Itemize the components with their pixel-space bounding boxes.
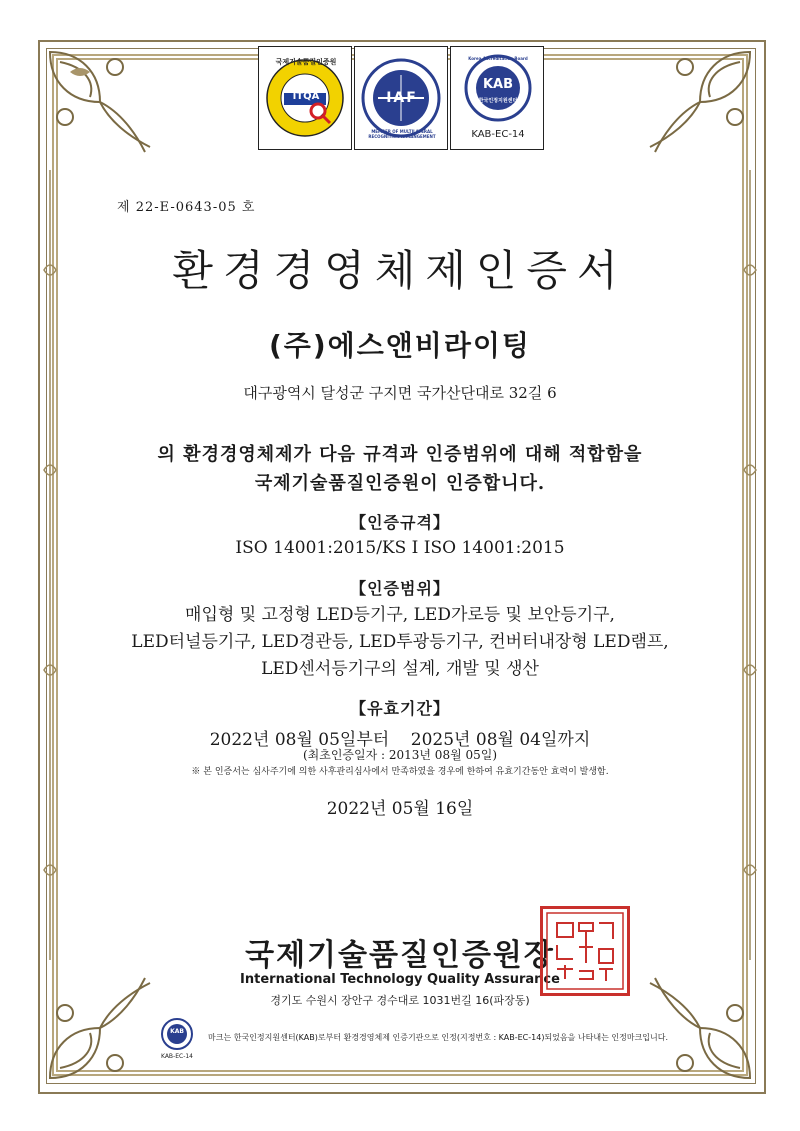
kab-logo-sub: 한국인정지원센터	[478, 98, 518, 104]
iaf-logo-ring-text: MEMBER OF MULTILATERAL RECOGNITION ARRANGEMENT	[368, 129, 436, 139]
statement-line-1: 의 환경경영체제가 다음 규격과 인증범위에 대해 적합함을	[157, 444, 643, 465]
issuer-name-english: International Technology Quality Assurance	[240, 972, 560, 987]
validity-note: ※ 본 인증서는 심사주기에 의한 사후관리심사에서 만족하였을 경우에 한하여 유효기간동안 효력이 발생함.	[191, 767, 609, 777]
accreditation-logos	[258, 46, 548, 150]
kab-footer-logo-label: KAB	[170, 1028, 184, 1035]
issuer-name-korean: 국제기술품질인증원장	[245, 938, 555, 973]
company-address: 대구광역시 달성군 구지면 국가산단대로 32길 6	[243, 384, 557, 402]
certificate-title: 환경경영체제인증서	[172, 246, 628, 295]
iaf-logo	[354, 46, 448, 150]
accreditation-footnote: 마크는 한국인정지원센터(KAB)로부터 환경경영체제 인증기관으로 인정(지정번호 : KAB-EC-14)되었음을 나타내는 인정마크입니다.	[208, 1033, 669, 1042]
certificate-number: 제 22-E-0643-05 호	[117, 200, 256, 215]
issue-date: 2022년 05월 16일	[326, 799, 474, 819]
standard-heading: 【인증규격】	[350, 513, 450, 532]
itqa-logo	[258, 46, 352, 150]
scope-line-2: LED터널등기구, LED경관등, LED투광등기구, 컨버터내장형 LED램프,	[131, 632, 669, 652]
corner-ornament-top-left	[40, 42, 160, 162]
itqa-logo-ring-text: 국제기술품질인증원	[275, 58, 337, 66]
initial-certification-date: (최초인증일자 : 2013년 08월 05일)	[302, 748, 498, 762]
kab-footer-logo-code: KAB-EC-14	[161, 1053, 193, 1060]
itqa-logo-label: ITQA	[292, 91, 320, 102]
company-name: (주)에스앤비라이팅	[269, 329, 531, 362]
kab-logo	[450, 46, 544, 150]
seal-pattern-icon	[543, 909, 627, 993]
official-seal	[540, 906, 630, 996]
kab-logo-ring-text: Korea Accreditation Board	[468, 56, 528, 61]
kab-logo-label: KAB	[482, 77, 514, 92]
validity-heading: 【유효기간】	[350, 699, 450, 718]
statement-line-2: 국제기술품질인증원이 인증합니다.	[254, 473, 546, 494]
validity-period: 2022년 08월 05일부터 2025년 08월 04일까지	[209, 730, 591, 750]
scope-line-3: LED센서등기구의 설계, 개발 및 생산	[261, 659, 539, 679]
issuer-address: 경기도 수원시 장안구 경수대로 1031번길 16(파장동)	[270, 994, 530, 1007]
kab-logo-code: KAB-EC-14	[471, 129, 525, 140]
corner-ornament-top-right	[640, 42, 760, 162]
scope-line-1: 매입형 및 고정형 LED등기구, LED가로등 및 보안등기구,	[185, 605, 615, 625]
scope-heading: 【인증범위】	[350, 579, 450, 598]
standard-value: ISO 14001:2015/KS I ISO 14001:2015	[235, 538, 565, 558]
iaf-logo-label: IAF	[386, 90, 418, 106]
